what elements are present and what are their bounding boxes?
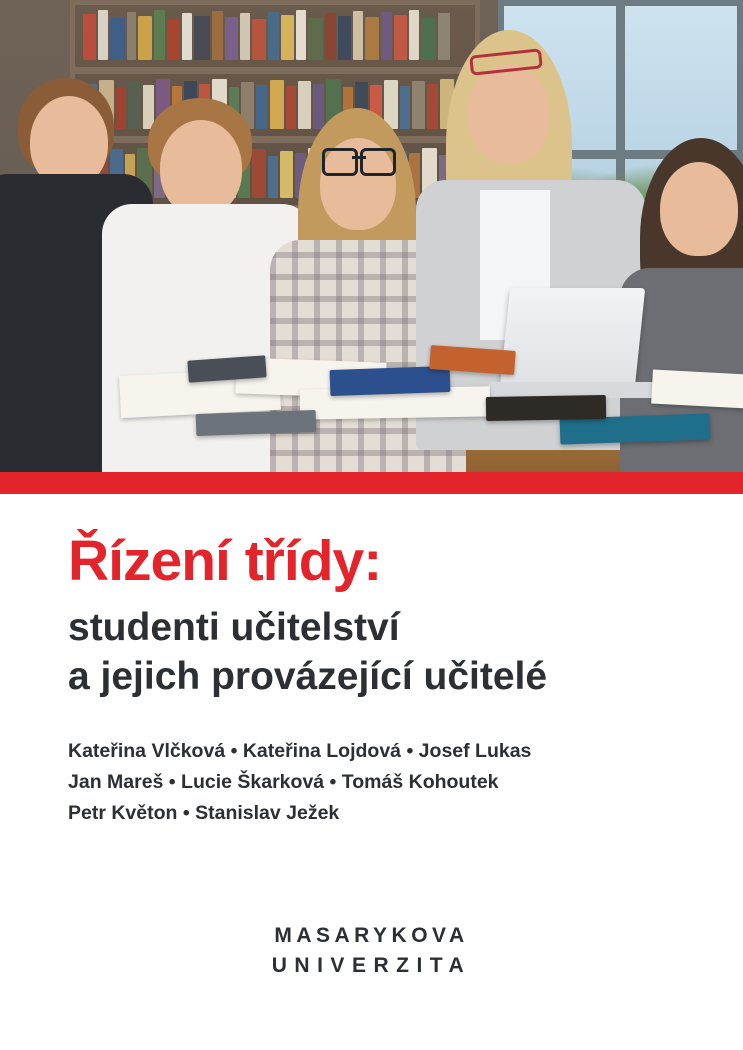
- authors-list: [68, 736, 688, 828]
- head: [160, 120, 242, 216]
- subtitle-line-2: a jejich provázející učitelé: [68, 654, 548, 698]
- paper-stack: [651, 370, 743, 409]
- subtitle-line-1: studenti učitelství: [68, 606, 400, 649]
- head: [660, 162, 738, 256]
- publisher-logo: [0, 924, 743, 978]
- eyeglasses-icon: [322, 148, 396, 170]
- page-title: Řízení třídy:: [68, 529, 382, 593]
- book-grey: [196, 410, 317, 436]
- bookshelf-row: [75, 5, 475, 74]
- authors-line-3: Petr Květon • Stanislav Ježek: [68, 801, 340, 824]
- accent-band: [0, 472, 743, 494]
- book-dark: [486, 395, 606, 421]
- publisher-line-1: MASARYKOVA: [274, 924, 469, 947]
- laptop: [500, 288, 646, 388]
- cover-photo: [0, 0, 743, 472]
- authors-line-1: Kateřina Vlčková • Kateřina Lojdová • Josef Lukas: [68, 740, 532, 762]
- folder-blue: [330, 366, 451, 396]
- photo-scene: [0, 0, 743, 472]
- page-subtitle: [68, 604, 688, 702]
- head: [468, 64, 550, 164]
- publisher-line-2: UNIVERZITA: [271, 954, 472, 977]
- authors-line-2: Jan Mareš • Lucie Škarková • Tomáš Kohoutek: [68, 770, 499, 793]
- cover-text-area: [0, 494, 743, 1050]
